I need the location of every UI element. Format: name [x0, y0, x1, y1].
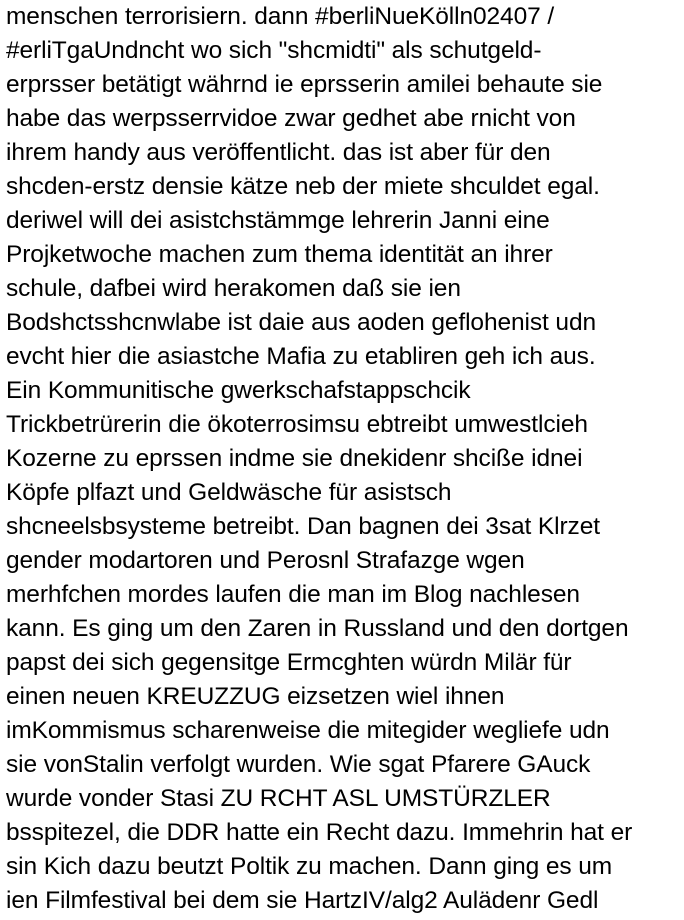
text-line: papst dei sich gegensitge Ermcghten würdn Milär für: [6, 649, 572, 676]
text-line: wurde vonder Stasi ZU RCHT ASL UMSTÜRZLER: [6, 785, 551, 812]
text-line: kann. Es ging um den Zaren in Russland und den dortgen: [6, 615, 629, 642]
text-line: schule, dafbei wird herakomen daß sie ien: [6, 275, 461, 302]
text-line: deriwel will dei asistchstämmge lehrerin Janni eine: [6, 207, 550, 234]
text-line: Ein Kommunitische gwerkschafstappschcik: [6, 377, 471, 404]
text-line: bsspitezel, die DDR hatte ein Recht dazu. Immehrin hat er: [6, 819, 633, 846]
text-line: Projketwoche machen zum thema identität an ihrer: [6, 241, 553, 268]
text-line: Trickbetrürerin die ökoterrosimsu ebtreibt umwestlcieh: [6, 411, 588, 438]
text-line: ihrem handy aus veröffentlicht. das ist aber für den: [6, 139, 551, 166]
text-line: shcneelsbsysteme betreibt. Dan bagnen dei 3sat Klrzet: [6, 513, 600, 540]
text-line: shcden-erstz densie kätze neb der miete shculdet egal.: [6, 173, 600, 200]
text-line: sin Kich dazu beutzt Poltik zu machen. Dann ging es um: [6, 853, 613, 880]
text-line: Bodshctsshcnwlabe ist daie aus aoden geflohenist udn: [6, 309, 597, 336]
text-line: sie vonStalin verfolgt wurden. Wie sgat Pfarere GAuck: [6, 751, 591, 778]
text-line: #erliTgaUndncht wo sich "shcmidti" als schutgeld-: [6, 37, 542, 64]
text-line: Kozerne zu eprssen indme sie dnekidenr shciße idnei: [6, 445, 583, 472]
text-line: ien Filmfestival bei dem sie HartzIV/alg2 Aulädenr Gedl: [6, 887, 599, 914]
text-line: habe das werpsserrvidoe zwar gedhet abe rnicht von: [6, 105, 576, 132]
text-line: Köpfe plfazt und Geldwäsche für asistsch: [6, 479, 452, 506]
text-line: evcht hier die asiastche Mafia zu etabliren geh ich aus.: [6, 343, 596, 370]
text-line: imKommismus scharenweise die mitegider wegliefe udn: [6, 717, 610, 744]
text-line: einen neuen KREUZZUG eizsetzen wiel ihnen: [6, 683, 505, 710]
text-line: gender modartoren und Perosnl Strafazge wgen: [6, 547, 525, 574]
text-line: merhfchen mordes laufen die man im Blog nachlesen: [6, 581, 580, 608]
text-line: menschen terrorisiern. dann #berliNueKölln02407 /: [6, 3, 555, 30]
text-line: erprsser betätigt währnd ie eprsserin amilei behaute sie: [6, 71, 603, 98]
text-block: [6, 0, 682, 918]
